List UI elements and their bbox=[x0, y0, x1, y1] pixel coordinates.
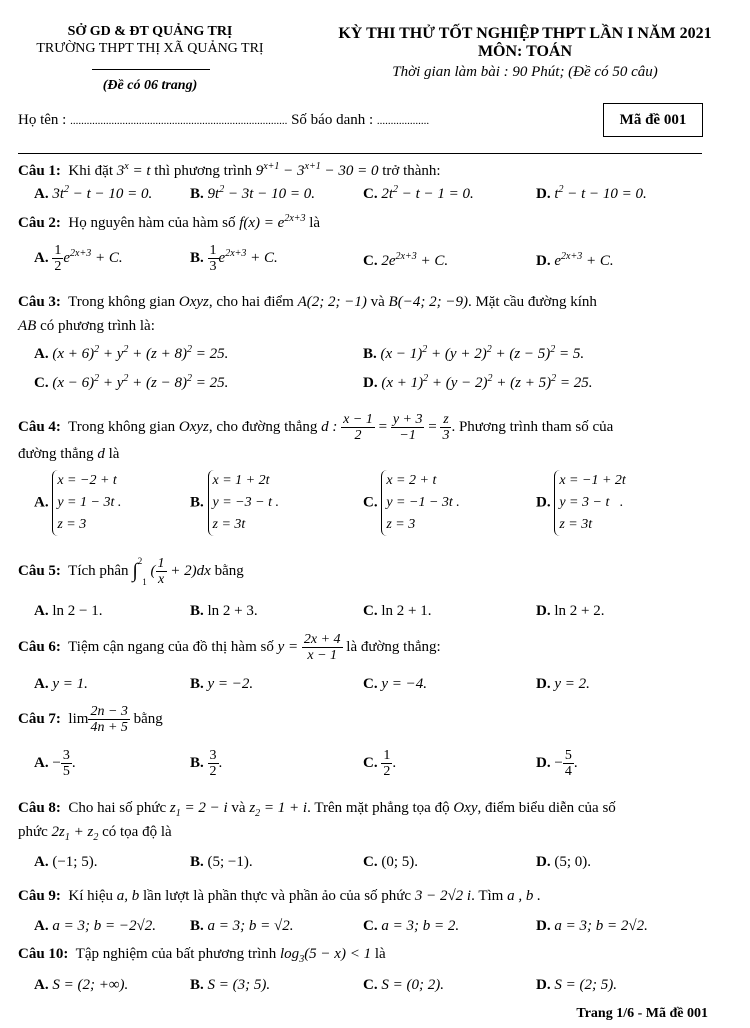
opt-label: B. bbox=[190, 676, 204, 692]
option-c[interactable]: C. $2t^2 - t - 1 = 0$. bbox=[363, 184, 474, 202]
q-text: thì phương trình bbox=[154, 163, 252, 179]
option-c[interactable] bbox=[363, 676, 427, 693]
opt-label: A. bbox=[34, 494, 49, 511]
option-b[interactable] bbox=[190, 603, 258, 620]
opt-text: S = (2; 5). bbox=[554, 977, 617, 993]
option-a[interactable] bbox=[34, 603, 102, 620]
opt-label: C. bbox=[363, 754, 378, 771]
header-rule bbox=[92, 69, 210, 70]
q-text: . Mặt cầu đường kính bbox=[467, 294, 597, 310]
q-text: và bbox=[370, 294, 385, 310]
school-name: TRƯỜNG THPT THỊ XÃ QUẢNG TRỊ bbox=[36, 41, 264, 56]
option-c[interactable]: C. x = 2 + t y = −1 − 3t . z = 3 bbox=[363, 470, 460, 536]
opt-label: C. bbox=[363, 186, 378, 202]
q-text: Họ nguyên hàm của hàm số bbox=[68, 215, 236, 231]
q-text: Tích phân bbox=[68, 562, 129, 579]
question-8-line2: phức $2z_1 + z_2$ có tọa độ là bbox=[18, 824, 172, 843]
option-d[interactable]: D. $t^2 - t - 10 = 0$. bbox=[536, 184, 647, 202]
option-b[interactable]: B. $\frac{1}{3}$ $e^{2x+3} + C$. bbox=[190, 243, 278, 274]
q-text: Cho hai số phức bbox=[68, 800, 167, 816]
option-b[interactable] bbox=[190, 676, 253, 693]
opt-label: A. bbox=[34, 346, 49, 362]
student-info bbox=[18, 112, 429, 129]
question-10: Câu 10: Tập nghiệm của bất phương trình $\log_3(5 - x) < 1$ là bbox=[18, 946, 386, 965]
q-text: là bbox=[309, 215, 321, 231]
q-label: Câu 7: bbox=[18, 710, 61, 727]
opt-label: D. bbox=[536, 253, 551, 269]
opt-text: y = −4. bbox=[381, 676, 427, 692]
option-b[interactable]: B. x = 1 + 2t y = −3 − t . z = 3t bbox=[190, 470, 279, 536]
question-4-line2: đường thẳng d là bbox=[18, 446, 120, 462]
q-label: Câu 2: bbox=[18, 215, 61, 231]
opt-label: B. bbox=[190, 249, 204, 266]
opt-label: B. bbox=[190, 854, 204, 870]
q-text: Kí hiệu bbox=[68, 888, 113, 904]
q-label: Câu 5: bbox=[18, 562, 61, 579]
opt-label: A. bbox=[34, 977, 49, 993]
question-4: Câu 4: Trong không gian Oxyz, cho đường thẳng d : $\frac{x - 1}{2}$ = $\frac{y + 3}{-1}$ = $\frac{z}{3}$ . Phương trình tham số của bbox=[18, 412, 614, 443]
opt-label: A. bbox=[34, 603, 49, 619]
q-text: Trong không gian bbox=[68, 418, 176, 435]
opt-label: A. bbox=[34, 754, 49, 771]
opt-label: D. bbox=[536, 494, 551, 511]
q-text: Oxyz bbox=[178, 294, 209, 310]
exam-code-box bbox=[603, 103, 703, 137]
q-text: bằng bbox=[214, 562, 244, 579]
opt-label: A. bbox=[34, 918, 49, 934]
option-c[interactable] bbox=[363, 854, 418, 871]
opt-label: D. bbox=[536, 754, 551, 771]
option-b[interactable] bbox=[190, 977, 270, 994]
q-text: Trong không gian bbox=[68, 294, 176, 310]
opt-label: B. bbox=[190, 918, 204, 934]
option-c[interactable] bbox=[363, 977, 444, 994]
opt-text: (0; 5). bbox=[381, 854, 419, 870]
opt-label: C. bbox=[363, 676, 378, 692]
q-text: , điểm biểu diễn của số bbox=[477, 800, 616, 816]
question-8: Câu 8: Cho hai số phức $z_1 = 2 - i$ và $z_2 = 1 + i$. Trên mặt phẳng tọa độ Oxy, điểm biểu diễn của số bbox=[18, 800, 616, 819]
option-b[interactable]: B. $9t^2 - 3t - 10 = 0$. bbox=[190, 184, 315, 202]
q-text: Oxy bbox=[453, 800, 478, 816]
option-d[interactable]: D. x = −1 + 2t y = 3 − t . z = 3t bbox=[536, 470, 626, 536]
option-c[interactable]: C. a = 3; b = 2. bbox=[363, 918, 460, 934]
sbd-label: Số báo danh : bbox=[291, 112, 374, 128]
option-a[interactable]: A. − $\frac{3}{5}$ . bbox=[34, 748, 76, 779]
question-9: Câu 9: Kí hiệu a, b lần lượt là phần thực và phần ảo của số phức 3 − 2√2 i. Tìm a , b . bbox=[18, 888, 541, 904]
option-c[interactable]: C. $\frac{1}{2}$ . bbox=[363, 748, 397, 779]
q-label: Câu 9: bbox=[18, 888, 61, 904]
option-c[interactable]: C. $(x - 6)^2 + y^2 + (z - 8)^2 = 25$. bbox=[34, 373, 229, 391]
option-c[interactable] bbox=[363, 603, 431, 620]
opt-label: B. bbox=[190, 977, 204, 993]
exam-code: Mã đề 001 bbox=[619, 112, 687, 128]
option-a[interactable]: A. $3t^2 - t - 10 = 0$. bbox=[34, 184, 153, 202]
q-text: . Phương trình tham số của bbox=[451, 418, 614, 435]
opt-label: C. bbox=[34, 375, 49, 391]
opt-text: (5; −1). bbox=[207, 854, 253, 870]
dept-name: SỞ GD & ĐT QUẢNG TRỊ bbox=[67, 24, 233, 39]
option-d[interactable] bbox=[536, 603, 604, 620]
option-a[interactable] bbox=[34, 977, 128, 994]
question-7: Câu 7: lim $\frac{2n - 3}{4n + 5}$ bằng bbox=[18, 704, 163, 735]
opt-label: D. bbox=[536, 186, 551, 202]
opt-label: C. bbox=[363, 854, 378, 870]
question-2: Câu 2: Họ nguyên hàm của hàm số $f(x) = e^{2x+3}$ là bbox=[18, 213, 321, 231]
subject: MÔN: TOÁN bbox=[477, 43, 573, 60]
opt-text: (−1; 5). bbox=[52, 854, 98, 870]
q-text: phức bbox=[18, 824, 48, 840]
page-footer: Trang 1/6 - Mã đề 001 bbox=[576, 1006, 708, 1021]
q-label: Câu 1: bbox=[18, 163, 61, 179]
opt-text: ln 2 + 2. bbox=[554, 603, 605, 619]
option-d[interactable]: D. − $\frac{5}{4}$ . bbox=[536, 748, 578, 779]
time-note: Thời gian làm bài : 90 Phút; (Đề có 50 câu) bbox=[392, 64, 658, 80]
name-label: Họ tên : bbox=[18, 112, 67, 128]
q-text: Tập nghiệm của bất phương trình bbox=[75, 946, 277, 962]
q-text: , cho hai điểm bbox=[208, 294, 294, 310]
opt-text: S = (2; +∞). bbox=[52, 977, 129, 993]
q-text: a , b . bbox=[507, 888, 541, 904]
opt-label: D. bbox=[536, 977, 551, 993]
option-a[interactable]: A. $(x + 6)^2 + y^2 + (z + 8)^2 = 25$. bbox=[34, 344, 229, 362]
option-a[interactable]: A. a = 3; b = −2√2. bbox=[34, 918, 156, 934]
q-text: . Tìm bbox=[471, 888, 504, 904]
q-label: Câu 4: bbox=[18, 418, 61, 435]
section-rule bbox=[18, 153, 702, 154]
question-6: Câu 6: Tiệm cận ngang của đồ thị hàm số y = $\frac{2x + 4}{x - 1}$ là đường thẳng: bbox=[18, 632, 441, 663]
q-label: Câu 8: bbox=[18, 800, 61, 816]
opt-label: C. bbox=[363, 603, 378, 619]
opt-label: D. bbox=[536, 676, 551, 692]
question-1: Câu 1: Khi đặt $3^x = t$ thì phương trình $9^{x+1} - 3^{x+1} - 30 = 0$ trở thành: bbox=[18, 161, 441, 179]
opt-text: y = 1. bbox=[52, 676, 88, 692]
page-count: (Đề có 06 trang) bbox=[102, 78, 198, 93]
opt-label: C. bbox=[363, 253, 378, 269]
option-d[interactable]: D. a = 3; b = 2√2. bbox=[536, 918, 648, 934]
opt-label: A. bbox=[34, 854, 49, 870]
option-d[interactable] bbox=[536, 676, 590, 693]
q-text: là bbox=[374, 946, 386, 962]
opt-label: B. bbox=[190, 754, 204, 771]
q-label: Câu 3: bbox=[18, 294, 61, 310]
opt-text: S = (3; 5). bbox=[207, 977, 271, 993]
option-d[interactable] bbox=[536, 977, 617, 994]
q-text: Tiệm cận ngang của đồ thị hàm số bbox=[68, 638, 274, 655]
question-3-line2 bbox=[18, 318, 155, 335]
q-text: đường thẳng bbox=[18, 446, 94, 462]
sbd-dots: ................... bbox=[376, 115, 430, 127]
option-a[interactable]: A. $\frac{1}{2}$ $e^{2x+3} + C$. bbox=[34, 243, 123, 274]
opt-label: B. bbox=[190, 186, 204, 202]
opt-label: D. bbox=[363, 375, 378, 391]
opt-label: C. bbox=[363, 494, 378, 511]
option-b[interactable]: B. $\frac{3}{2}$ . bbox=[190, 748, 223, 779]
opt-label: A. bbox=[34, 249, 49, 266]
option-a[interactable]: A. x = −2 + t y = 1 − 3t . z = 3 bbox=[34, 470, 121, 536]
q-text: , cho đường thẳng bbox=[208, 418, 318, 435]
q-label: Câu 6: bbox=[18, 638, 61, 655]
option-c[interactable]: C. $2e^{2x+3} + C$. bbox=[363, 251, 449, 269]
opt-text: y = 2. bbox=[554, 676, 590, 692]
opt-text: ln 2 + 1. bbox=[381, 603, 432, 619]
q-text: có tọa độ là bbox=[102, 824, 172, 840]
q-label: Câu 10: bbox=[18, 946, 69, 962]
question-3: Câu 3: Trong không gian Oxyz, cho hai điểm A(2; 2; −1) và B(−4; 2; −9). Mặt cầu đường kính bbox=[18, 294, 597, 310]
q-text: a, b bbox=[116, 888, 140, 904]
q-text: lần lượt là phần thực và phần ảo của số phức bbox=[143, 888, 412, 904]
q-text: là đường thẳng: bbox=[346, 638, 441, 655]
option-b[interactable]: B. $(x - 1)^2 + (y + 2)^2 + (z - 5)^2 = 5$. bbox=[363, 344, 585, 362]
opt-label: B. bbox=[190, 494, 204, 511]
q-text: Oxyz bbox=[178, 418, 209, 435]
opt-label: A. bbox=[34, 676, 49, 692]
opt-label: A. bbox=[34, 186, 49, 202]
opt-label: B. bbox=[190, 603, 204, 619]
question-5: Câu 5: Tích phân ∫$^2$1 ( $\frac{1}{x}$ + 2)dx bằng bbox=[18, 556, 244, 587]
q-text: có phương trình là: bbox=[36, 318, 155, 334]
exam-title: KỲ THI THỬ TỐT NGHIỆP THPT LẦN I NĂM 2021 bbox=[338, 25, 712, 42]
opt-text: y = −2. bbox=[207, 676, 254, 692]
option-a[interactable] bbox=[34, 676, 88, 693]
q-text: . Trên mặt phẳng tọa độ bbox=[307, 800, 450, 816]
option-d[interactable]: D. $e^{2x+3} + C$. bbox=[536, 251, 614, 269]
opt-text: ln 2 + 3. bbox=[207, 603, 258, 619]
opt-text: (5; 0). bbox=[554, 854, 592, 870]
q-text: và bbox=[231, 800, 246, 816]
opt-label: D. bbox=[536, 918, 551, 934]
option-d[interactable] bbox=[536, 854, 591, 871]
opt-label: B. bbox=[363, 346, 377, 362]
q-text: Khi đặt bbox=[68, 163, 113, 179]
opt-text: ln 2 − 1. bbox=[52, 603, 103, 619]
option-b[interactable] bbox=[190, 854, 253, 871]
opt-label: D. bbox=[536, 854, 551, 870]
q-text: trở thành: bbox=[382, 163, 441, 179]
opt-text: S = (0; 2). bbox=[381, 977, 444, 993]
option-b[interactable]: B. a = 3; b = √2. bbox=[190, 918, 294, 934]
option-a[interactable] bbox=[34, 854, 97, 871]
q-text: bằng bbox=[133, 710, 163, 727]
option-d[interactable]: D. $(x + 1)^2 + (y - 2)^2 + (z + 5)^2 = 25$. bbox=[363, 373, 593, 391]
opt-label: C. bbox=[363, 918, 378, 934]
opt-label: D. bbox=[536, 603, 551, 619]
name-dots: ............................................................................... bbox=[70, 115, 288, 127]
opt-label: C. bbox=[363, 977, 378, 993]
q-text: AB bbox=[18, 318, 37, 334]
